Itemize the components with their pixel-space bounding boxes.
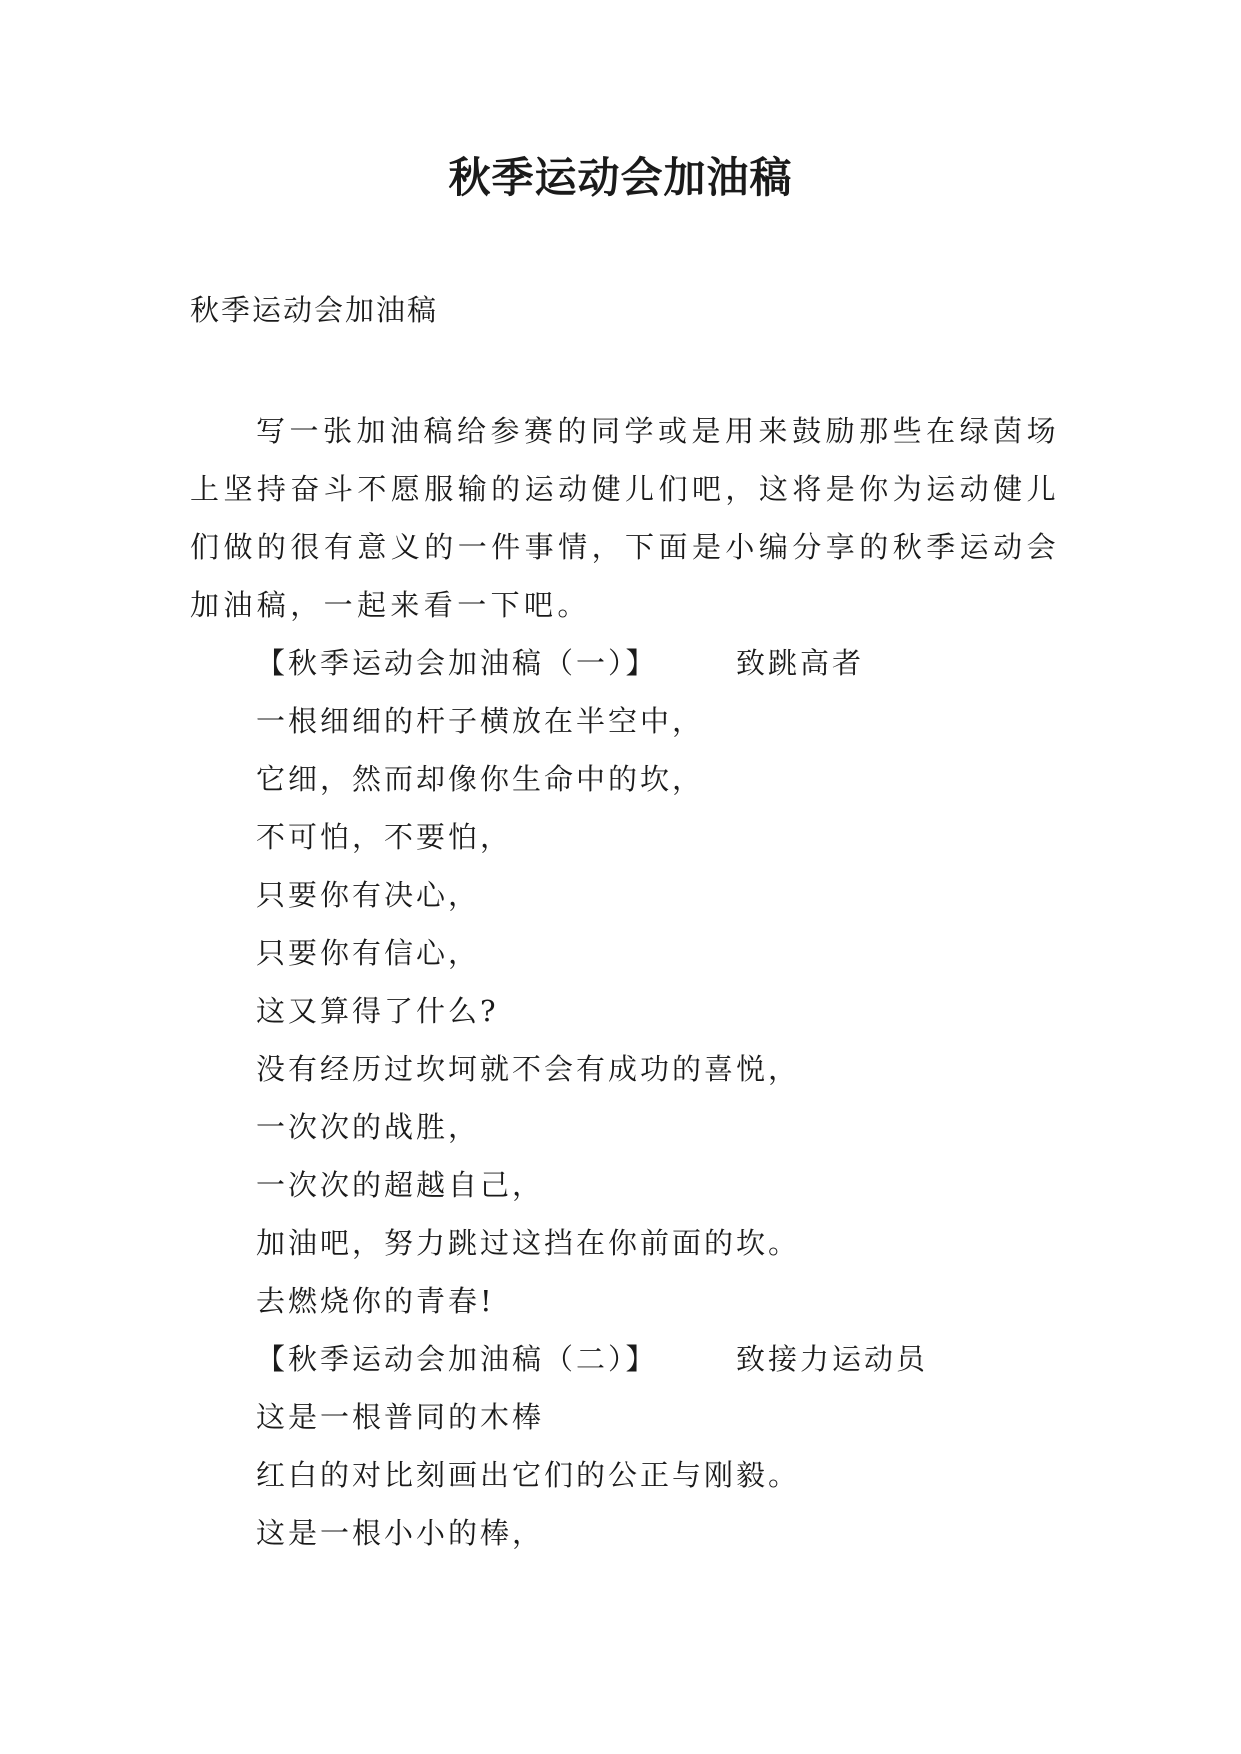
- poem-line: 没有经历过坎坷就不会有成功的喜悦，: [256, 1052, 801, 1086]
- poem-line: 加油吧，努力跳过这挡在你前面的坎。: [256, 1226, 801, 1260]
- document-subtitle: 秋季运动会加油稿: [190, 293, 439, 327]
- poem-body: [256, 634, 928, 1562]
- section-title: 【秋季运动会加油稿（一）】: [256, 646, 658, 680]
- section-heading-2: [256, 1330, 928, 1388]
- poem-line: 不可怕，不要怕，: [256, 820, 513, 854]
- intro-paragraph: 写一张加油稿给参赛的同学或是用来鼓励那些在绿茵场上坚持奋斗不愿服输的运动健儿们吧，这将是你为运动健儿们做的很有意义的一件事情，下面是小编分享的秋季运动会加油稿，一起来看一下吧。: [190, 414, 1060, 622]
- poem-line: 红白的对比刻画出它们的公正与刚毅。: [256, 1458, 801, 1492]
- section-title: 【秋季运动会加油稿（二）】: [256, 1342, 658, 1376]
- poem-line: 只要你有信心，: [256, 936, 481, 970]
- section-dedication: 致接力运动员: [736, 1342, 929, 1376]
- poem-line: 只要你有决心，: [256, 878, 481, 912]
- poem-line: 这又算得了什么?: [256, 994, 499, 1028]
- section-dedication: 致跳高者: [736, 646, 865, 680]
- poem-line: 一根细细的杆子横放在半空中，: [256, 704, 705, 738]
- poem-line: 这是一根普同的木棒: [256, 1400, 545, 1434]
- section-heading-1: [256, 634, 928, 692]
- poem-line: 它细，然而却像你生命中的坎，: [256, 762, 705, 796]
- poem-line: 去燃烧你的青春!: [256, 1284, 495, 1318]
- document-title: 秋季运动会加油稿: [448, 153, 793, 202]
- poem-line: 一次次的战胜，: [256, 1110, 481, 1144]
- poem-line: 这是一根小小的棒，: [256, 1516, 545, 1550]
- poem-line: 一次次的超越自己，: [256, 1168, 545, 1202]
